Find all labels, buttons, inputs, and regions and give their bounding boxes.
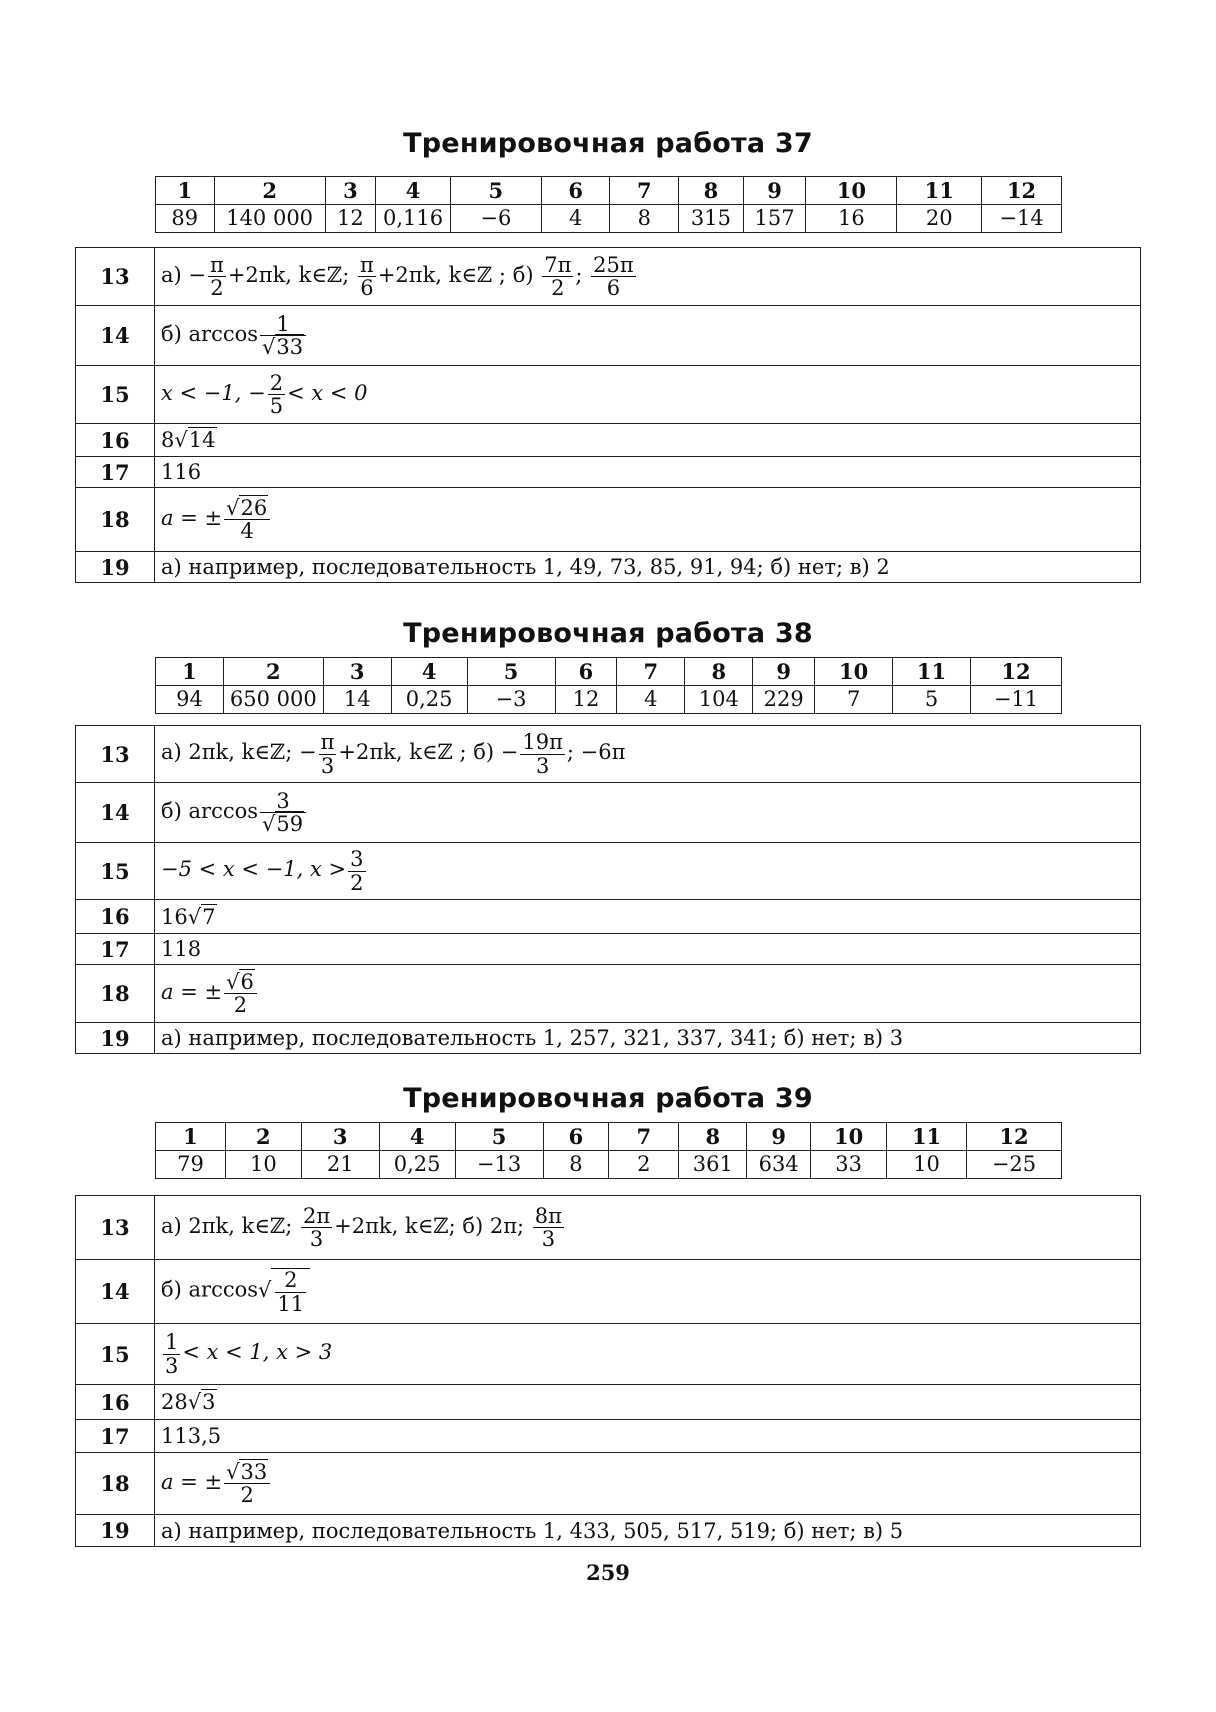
row-number: 14: [76, 783, 155, 843]
answer-cell: 5: [893, 686, 971, 714]
row-number: 13: [76, 248, 155, 306]
work-38-short-table: [155, 657, 1062, 714]
work-39-short-table: [155, 1122, 1062, 1179]
task-number: 2: [225, 1123, 301, 1151]
table-row: [76, 1324, 1141, 1385]
table-row: [76, 1385, 1141, 1420]
answer-text: а) 2πk, k∈ℤ;: [161, 1214, 293, 1238]
task-number: 6: [555, 658, 617, 686]
answer-cell: −14: [982, 205, 1062, 233]
task-number: 11: [893, 658, 971, 686]
work-39-long-table: [75, 1195, 1141, 1547]
table-row: [76, 552, 1141, 583]
task-number: 12: [982, 177, 1062, 205]
answer-14: [155, 306, 1141, 366]
task-number: 7: [610, 177, 679, 205]
answer-text: a = ±: [161, 1470, 223, 1494]
fraction: $\frac{3}{2}$: [350, 847, 364, 895]
row-number: 18: [76, 1453, 155, 1515]
table-row: [76, 900, 1141, 934]
task-number: 5: [455, 1123, 543, 1151]
answer-cell: 79: [156, 1151, 226, 1179]
answer-text: +2πk, k∈ℤ ; б): [377, 263, 534, 287]
answer-cell: 157: [743, 205, 806, 233]
answer-text: −5 < x < −1, x >: [161, 857, 347, 882]
answer-cell: 315: [679, 205, 744, 233]
task-number: 12: [967, 1123, 1062, 1151]
answer-cell: 7: [815, 686, 893, 714]
answer-13: а) 2πk, k∈ℤ; − $\frac{\pi}{3}$ +2πk, k∈ℤ ; б) − $\frac{19\pi}{3}$ ; −6π: [155, 726, 1141, 783]
row-number: 18: [76, 488, 155, 552]
row-number: 14: [76, 306, 155, 366]
task-number: 11: [897, 177, 982, 205]
task-number: 1: [156, 177, 215, 205]
short-header-row: [156, 177, 1062, 205]
answer-15: x < −1, − $\frac{2}{5}$ < x < 0: [155, 366, 1141, 424]
answer-cell: 4: [617, 686, 685, 714]
answer-16: 28√3: [155, 1385, 1141, 1420]
answer-text: < x < 0: [287, 381, 368, 405]
fraction: $\frac{8\pi}{3}$: [534, 1203, 562, 1251]
table-row: [76, 306, 1141, 366]
table-row: [76, 1260, 1141, 1324]
fraction: $\frac{\pi}{6}$: [360, 252, 374, 300]
task-number: 6: [543, 1123, 609, 1151]
row-number: 15: [76, 366, 155, 424]
task-number: 10: [815, 658, 893, 686]
answer-text: x < −1,: [161, 381, 242, 405]
answer-text: ; −6π: [566, 740, 626, 765]
task-number: 4: [379, 1123, 455, 1151]
fraction: $\frac{\pi}{2}$: [210, 252, 224, 300]
answer-cell: 0,25: [379, 1151, 455, 1179]
fraction: $\frac{1}{√33}$: [260, 313, 306, 358]
row-number: 18: [76, 965, 155, 1023]
task-number: 6: [541, 177, 610, 205]
table-row: [76, 1196, 1141, 1260]
answer-15: [155, 843, 1141, 900]
table-row: [76, 843, 1141, 900]
table-row: [76, 726, 1141, 783]
answer-17: 116: [155, 457, 1141, 488]
table-row: [76, 783, 1141, 843]
task-number: 7: [609, 1123, 679, 1151]
answer-19: а) например, последовательность 1, 433, 505, 517, 519; б) нет; в) 5: [155, 1515, 1141, 1547]
short-header-row: [156, 658, 1062, 686]
task-number: 4: [391, 658, 467, 686]
answer-cell: −13: [455, 1151, 543, 1179]
task-number: 10: [806, 177, 897, 205]
fraction: $\frac{√26}{4}$: [224, 497, 270, 542]
row-number: 19: [76, 552, 155, 583]
row-number: 19: [76, 1515, 155, 1547]
answer-cell: 89: [156, 205, 215, 233]
row-number: 19: [76, 1023, 155, 1054]
answer-cell: 20: [897, 205, 982, 233]
answer-18: [155, 1453, 1141, 1515]
answer-cell: −6: [450, 205, 541, 233]
row-number: 14: [76, 1260, 155, 1324]
answer-text: +2πk, k∈ℤ; б) 2π;: [334, 1214, 525, 1238]
fraction: $\frac{7\pi}{2}$: [544, 252, 572, 300]
fraction: $\frac{2}{5}$: [269, 370, 284, 418]
answer-text: +2πk, k∈ℤ ; б): [338, 740, 495, 765]
answer-cell: 0,25: [391, 686, 467, 714]
answer-13: а) − $\frac{\pi}{2}$ +2πk, k∈ℤ; $\frac{\pi}{6}$ +2πk, k∈ℤ ; б) $\frac{7\pi}{2}$ ; $\frac{25\pi}{6}$: [155, 248, 1141, 306]
fraction: $\frac{√33}{2}$: [224, 1461, 270, 1506]
task-number: 3: [325, 177, 376, 205]
row-number: 13: [76, 1196, 155, 1260]
work-37-short-table: [155, 176, 1062, 233]
square-root: √ $\frac{2}{11}$: [258, 1278, 310, 1302]
answer-cell: 140 000: [214, 205, 325, 233]
row-number: 17: [76, 457, 155, 488]
answer-cell: 650 000: [223, 686, 323, 714]
answer-cell: 14: [323, 686, 391, 714]
task-number: 8: [679, 177, 744, 205]
fraction: $\frac{19\pi}{3}$: [522, 730, 563, 778]
task-number: 9: [747, 1123, 811, 1151]
table-row: [76, 457, 1141, 488]
answer-18: [155, 965, 1141, 1023]
task-number: 1: [156, 658, 224, 686]
table-row: [76, 1420, 1141, 1453]
row-number: 15: [76, 843, 155, 900]
task-number: 12: [970, 658, 1061, 686]
table-row: [76, 248, 1141, 306]
table-row: [76, 488, 1141, 552]
fraction: $\frac{\pi}{3}$: [320, 730, 335, 778]
row-number: 16: [76, 1385, 155, 1420]
table-row: [76, 1515, 1141, 1547]
table-row: [76, 1453, 1141, 1515]
task-number: 10: [811, 1123, 887, 1151]
answer-cell: 0,116: [376, 205, 451, 233]
answer-cell: 634: [747, 1151, 811, 1179]
page-number: 259: [586, 1560, 630, 1585]
table-row: [76, 366, 1141, 424]
table-row: [76, 934, 1141, 965]
answer-text: a = ±: [161, 980, 223, 1004]
table-row: [76, 1023, 1141, 1054]
task-number: 9: [753, 658, 815, 686]
task-number: 5: [467, 658, 555, 686]
answer-cell: 104: [685, 686, 753, 714]
task-number: 2: [214, 177, 325, 205]
answer-cell: 33: [811, 1151, 887, 1179]
fraction: $\frac{√6}{2}$: [224, 971, 257, 1016]
fraction: $\frac{1}{3}$: [165, 1330, 179, 1378]
fraction: $\frac{25\pi}{6}$: [593, 252, 634, 300]
work-38-title: Тренировочная работа 38: [403, 618, 813, 649]
task-number: 5: [450, 177, 541, 205]
short-answer-row: [156, 205, 1062, 233]
task-number: 11: [887, 1123, 967, 1151]
row-number: 16: [76, 424, 155, 457]
row-number: 16: [76, 900, 155, 934]
answer-17: 113,5: [155, 1420, 1141, 1453]
work-39-title: Тренировочная работа 39: [403, 1083, 813, 1114]
answer-cell: 4: [541, 205, 610, 233]
short-answer-row: [156, 686, 1062, 714]
answer-16: 16√7: [155, 900, 1141, 934]
work-38-long-table: [75, 725, 1141, 1054]
answer-cell: 21: [301, 1151, 379, 1179]
answer-18: [155, 488, 1141, 552]
answer-text: а): [161, 263, 182, 287]
answer-cell: −25: [967, 1151, 1062, 1179]
fraction: $\frac{2\pi}{3}$: [303, 1203, 331, 1251]
answer-text: б) arccos: [161, 799, 259, 823]
row-number: 17: [76, 1420, 155, 1453]
answer-14: [155, 1260, 1141, 1324]
answer-text: б) arccos: [161, 1278, 259, 1302]
answer-16: 8√14: [155, 424, 1141, 457]
fraction: $\frac{3}{√59}$: [260, 790, 306, 835]
answer-cell: 361: [679, 1151, 747, 1179]
task-number: 3: [323, 658, 391, 686]
task-number: 7: [617, 658, 685, 686]
answer-text: a = ±: [161, 506, 223, 530]
answer-13: [155, 1196, 1141, 1260]
answer-17: 118: [155, 934, 1141, 965]
work-37-long-table: [75, 247, 1141, 583]
answer-text: б) arccos: [161, 322, 259, 346]
short-header-row: [156, 1123, 1062, 1151]
answer-cell: 12: [555, 686, 617, 714]
answer-cell: 8: [610, 205, 679, 233]
task-number: 8: [685, 658, 753, 686]
task-number: 9: [743, 177, 806, 205]
row-number: 15: [76, 1324, 155, 1385]
table-row: [76, 424, 1141, 457]
task-number: 4: [376, 177, 451, 205]
short-answer-row: [156, 1151, 1062, 1179]
answer-text: +2πk, k∈ℤ;: [227, 263, 350, 287]
answer-cell: −11: [970, 686, 1061, 714]
answer-cell: 2: [609, 1151, 679, 1179]
answer-14: [155, 783, 1141, 843]
table-row: [76, 965, 1141, 1023]
answer-text: а) 2πk, k∈ℤ;: [161, 740, 293, 765]
answer-19: а) например, последовательность 1, 49, 73, 85, 91, 94; б) нет; в) 2: [155, 552, 1141, 583]
task-number: 8: [679, 1123, 747, 1151]
row-number: 13: [76, 726, 155, 783]
answer-cell: 10: [225, 1151, 301, 1179]
task-number: 2: [223, 658, 323, 686]
answer-cell: 12: [325, 205, 376, 233]
answer-cell: 8: [543, 1151, 609, 1179]
work-37-title: Тренировочная работа 37: [403, 128, 813, 159]
task-number: 3: [301, 1123, 379, 1151]
answer-19: а) например, последовательность 1, 257, 321, 337, 341; б) нет; в) 3: [155, 1023, 1141, 1054]
answer-text: < x < 1, x > 3: [182, 1340, 333, 1365]
task-number: 1: [156, 1123, 226, 1151]
answer-cell: 229: [753, 686, 815, 714]
answer-cell: 10: [887, 1151, 967, 1179]
answer-cell: 16: [806, 205, 897, 233]
row-number: 17: [76, 934, 155, 965]
answer-cell: −3: [467, 686, 555, 714]
answer-15: [155, 1324, 1141, 1385]
answer-cell: 94: [156, 686, 224, 714]
